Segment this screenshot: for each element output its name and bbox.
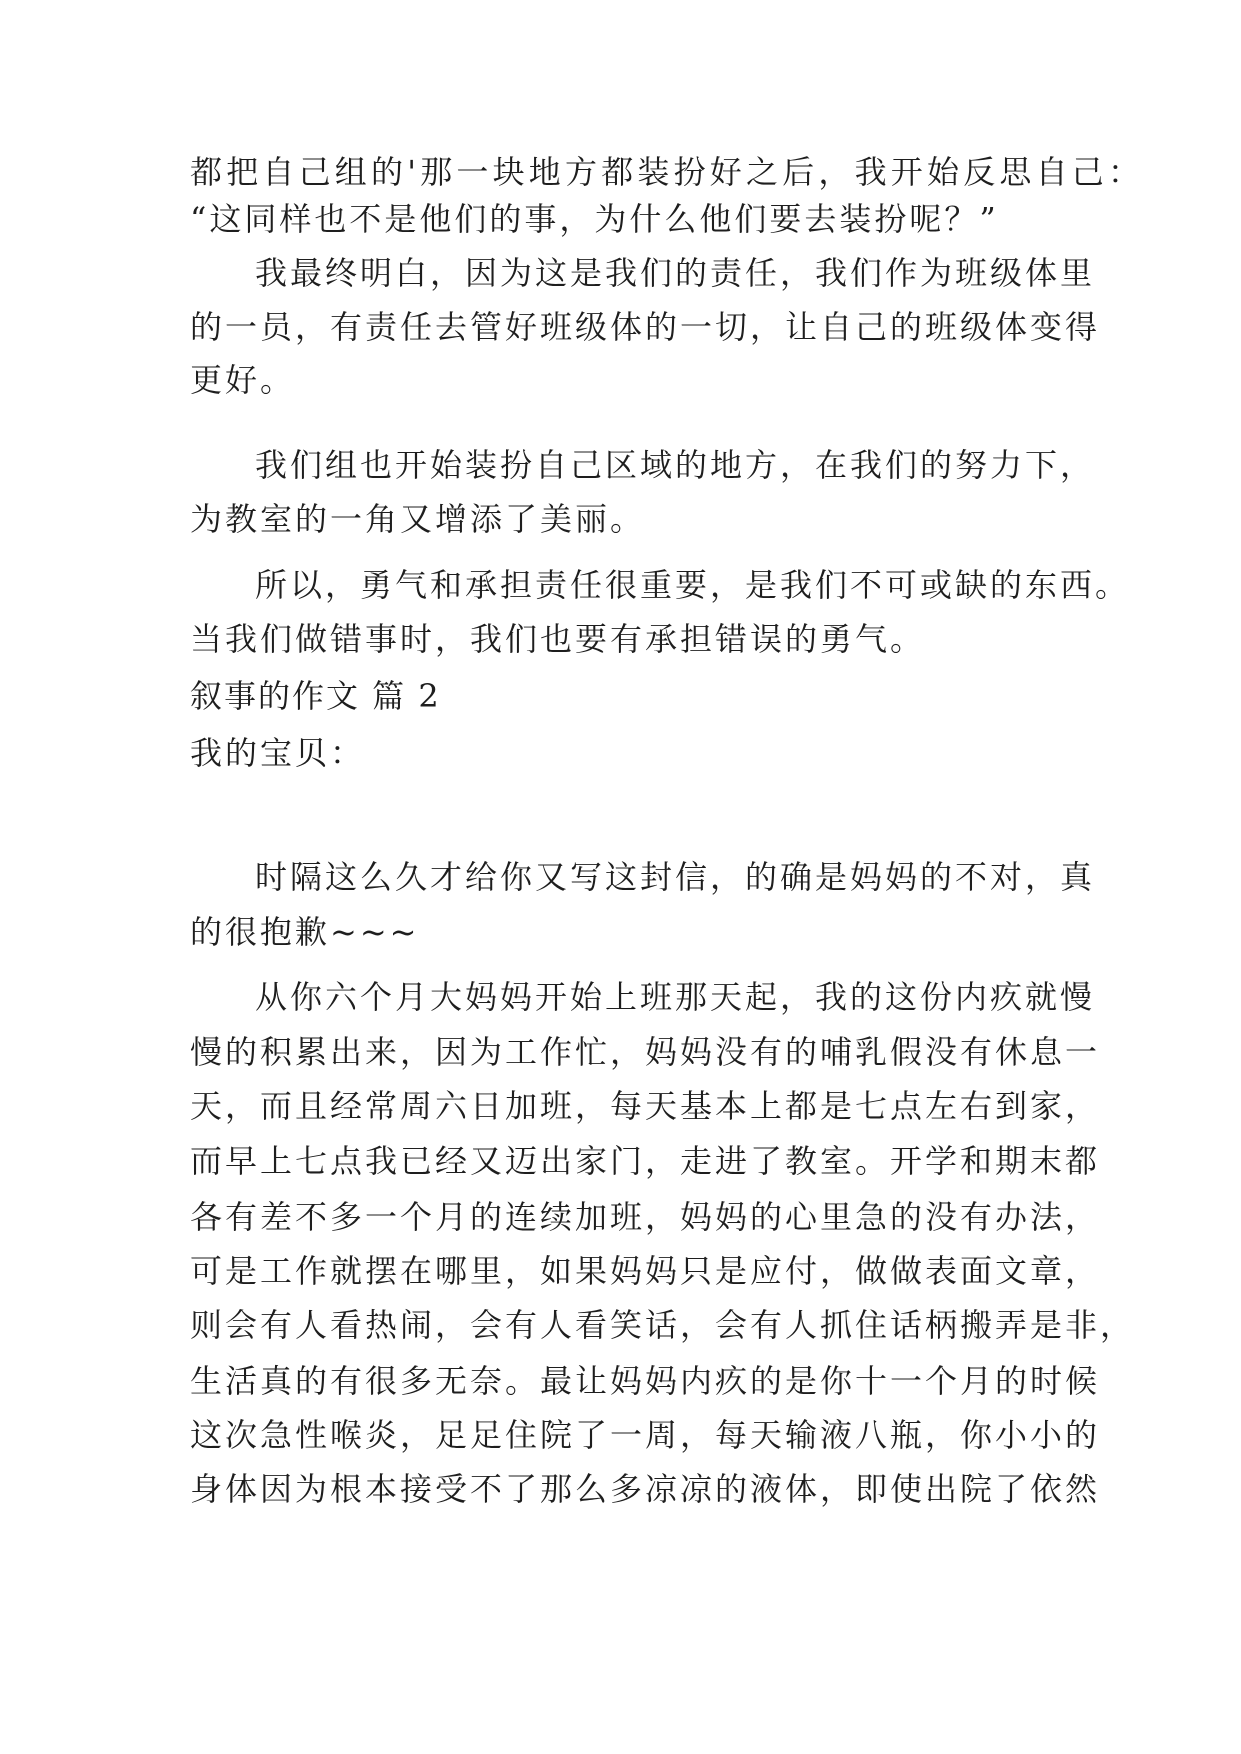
text-line: 则会有人看热闹，会有人看笑话，会有人抓住话柄搬弄是非， [190,1306,1136,1344]
text-line: 时隔这么久才给你又写这封信，的确是妈妈的不对，真 [255,858,1096,896]
text-line: 生活真的有很多无奈。最让妈妈内疚的是你十一个月的时候 [190,1362,1101,1400]
text-line: 天，而且经常周六日加班，每天基本上都是七点左右到家， [190,1087,1101,1125]
text-line: 更好。 [190,361,296,399]
text-line: 身体因为根本接受不了那么多凉凉的液体，即使出院了依然 [190,1470,1101,1508]
text-line: 的一员，有责任去管好班级体的一切，让自己的班级体变得 [190,308,1101,346]
text-line: 慢的积累出来，因为工作忙，妈妈没有的哺乳假没有休息一 [190,1033,1101,1071]
text-line: 的很抱歉~~~ [190,913,420,951]
text-line: 所以，勇气和承担责任很重要，是我们不可或缺的东西。 [255,566,1131,604]
text-line: 我们组也开始装扮自己区域的地方，在我们的努力下， [255,446,1096,484]
section-heading: 叙事的作文 篇 2 [190,677,441,715]
text-line: 当我们做错事时，我们也要有承担错误的勇气。 [190,620,926,658]
text-line: 都把自己组的'那一块地方都装扮好之后，我开始反思自己： [190,153,1145,191]
text-line: 我最终明白，因为这是我们的责任，我们作为班级体里 [255,254,1096,292]
text-line: 可是工作就摆在哪里，如果妈妈只是应付，做做表面文章， [190,1252,1101,1290]
salutation: 我的宝贝： [190,734,366,772]
text-line: 从你六个月大妈妈开始上班那天起，我的这份内疚就慢 [255,978,1096,1016]
text-line: 这次急性喉炎，足足住院了一周，每天输液八瓶，你小小的 [190,1416,1101,1454]
text-line: 为教室的一角又增添了美丽。 [190,500,646,538]
text-line: 各有差不多一个月的连续加班，妈妈的心里急的没有办法， [190,1198,1101,1236]
text-line: 而早上七点我已经又迈出家门，走进了教室。开学和期末都 [190,1142,1101,1180]
text-line: “这同样也不是他们的事，为什么他们要去装扮呢？” [190,200,999,238]
